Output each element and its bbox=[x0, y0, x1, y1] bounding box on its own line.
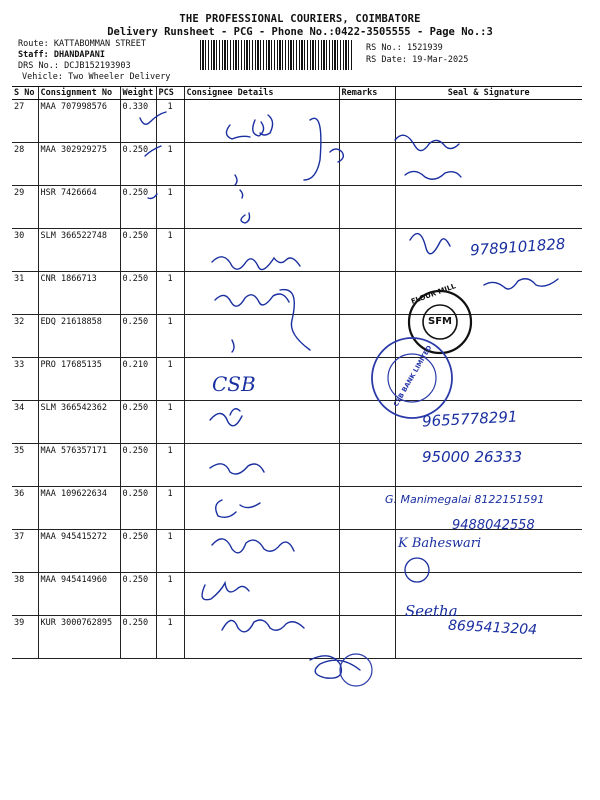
stamp-sfm-logo: SFM bbox=[428, 316, 452, 327]
table-row bbox=[12, 444, 582, 487]
cell-weight: 0.250 bbox=[120, 530, 156, 573]
company-title: THE PROFESSIONAL COURIERS, COIMBATORE bbox=[179, 13, 421, 25]
route-label: Route: bbox=[18, 39, 49, 49]
staff-value: DHANDAPANI bbox=[53, 50, 106, 60]
cell-weight: 0.250 bbox=[120, 143, 156, 186]
cell-pcs: 1 bbox=[156, 530, 184, 573]
cell-consignee-details bbox=[184, 487, 339, 530]
handwritten-csb-2: CSB bbox=[212, 372, 256, 396]
cell-sno: 32 bbox=[12, 315, 38, 358]
cell-consignee-details bbox=[184, 186, 339, 229]
cell-remarks bbox=[339, 186, 395, 229]
cell-seal-signature bbox=[395, 530, 582, 573]
table-row bbox=[12, 229, 582, 272]
route-value: KATTABOMMAN STREET bbox=[53, 39, 146, 49]
cell-consignee-details bbox=[184, 315, 339, 358]
col-remarks: Remarks bbox=[339, 87, 395, 100]
cell-consignment-no: SLM 366522748 bbox=[38, 229, 120, 272]
table-row bbox=[12, 401, 582, 444]
vehicle-label: Vehicle: bbox=[22, 72, 63, 82]
cell-consignment-no: MAA 707998576 bbox=[38, 100, 120, 143]
cell-consignment-no: MAA 945415272 bbox=[38, 530, 120, 573]
cell-consignee-details bbox=[184, 100, 339, 143]
cell-consignment-no: KUR 3000762895 bbox=[38, 616, 120, 659]
cell-consignment-no: MAA 302929275 bbox=[38, 143, 120, 186]
handwritten-phone-2: 9655778291 bbox=[421, 407, 518, 431]
cell-consignee-details bbox=[184, 573, 339, 616]
col-pcs: PCS bbox=[156, 87, 184, 100]
cell-pcs: 1 bbox=[156, 143, 184, 186]
handwritten-name-phone-4: G. Manimegalai 8122151591 bbox=[385, 493, 545, 506]
table-row bbox=[12, 487, 582, 530]
table-row bbox=[12, 100, 582, 143]
cell-weight: 0.210 bbox=[120, 358, 156, 401]
cell-remarks bbox=[339, 616, 395, 659]
cell-consignment-no: MAA 109622634 bbox=[38, 487, 120, 530]
cell-remarks bbox=[339, 315, 395, 358]
cell-pcs: 1 bbox=[156, 186, 184, 229]
cell-consignee-details bbox=[184, 143, 339, 186]
cell-sno: 30 bbox=[12, 229, 38, 272]
runsheet-table bbox=[12, 86, 582, 659]
cell-pcs: 1 bbox=[156, 487, 184, 530]
col-seal: Seal & Signature bbox=[395, 87, 582, 100]
rs-date-value: 19-Mar-2025 bbox=[412, 55, 469, 65]
cell-consignee-details bbox=[184, 272, 339, 315]
cell-pcs: 1 bbox=[156, 272, 184, 315]
cell-seal-signature bbox=[395, 315, 582, 358]
handwritten-name-6: K Baheswari bbox=[398, 536, 482, 551]
table-header-row bbox=[12, 87, 582, 100]
cell-consignment-no: CNR 1866713 bbox=[38, 272, 120, 315]
cell-consignment-no: EDQ 21618858 bbox=[38, 315, 120, 358]
stamp-flour-mill-text: FLOUR MILL bbox=[410, 282, 457, 306]
cell-weight: 0.250 bbox=[120, 229, 156, 272]
cell-pcs: 1 bbox=[156, 401, 184, 444]
cell-sno: 36 bbox=[12, 487, 38, 530]
cell-pcs: 1 bbox=[156, 229, 184, 272]
cell-consignee-details bbox=[184, 358, 339, 401]
cell-remarks bbox=[339, 272, 395, 315]
cell-seal-signature bbox=[395, 186, 582, 229]
cell-consignment-no: PRO 17685135 bbox=[38, 358, 120, 401]
handwritten-phone-1: 9789101828 bbox=[469, 234, 566, 260]
cell-remarks bbox=[339, 143, 395, 186]
cell-seal-signature bbox=[395, 229, 582, 272]
cell-remarks bbox=[339, 358, 395, 401]
rs-no-value: 1521939 bbox=[406, 43, 443, 53]
cell-consignee-details bbox=[184, 530, 339, 573]
cell-seal-signature bbox=[395, 358, 582, 401]
cell-weight: 0.250 bbox=[120, 487, 156, 530]
cell-seal-signature bbox=[395, 143, 582, 186]
table-row bbox=[12, 616, 582, 659]
drs-label: DRS No.: bbox=[18, 61, 59, 71]
cell-consignee-details bbox=[184, 401, 339, 444]
col-consignment: Consignment No bbox=[38, 87, 120, 100]
vehicle-line bbox=[22, 72, 170, 82]
col-weight: Weight bbox=[120, 87, 156, 100]
cell-consignee-details bbox=[184, 444, 339, 487]
cell-remarks bbox=[339, 530, 395, 573]
table-row bbox=[12, 272, 582, 315]
cell-seal-signature bbox=[395, 272, 582, 315]
cell-sno: 28 bbox=[12, 143, 38, 186]
cell-sno: 29 bbox=[12, 186, 38, 229]
rs-no-line bbox=[366, 43, 443, 53]
staff-label: Staff: bbox=[18, 50, 49, 60]
cell-pcs: 1 bbox=[156, 358, 184, 401]
cell-consignment-no: SLM 366542362 bbox=[38, 401, 120, 444]
cell-weight: 0.250 bbox=[120, 315, 156, 358]
cell-sno: 31 bbox=[12, 272, 38, 315]
cell-sno: 37 bbox=[12, 530, 38, 573]
cell-consignment-no: MAA 576357171 bbox=[38, 444, 120, 487]
drs-line bbox=[18, 61, 131, 71]
cell-remarks bbox=[339, 100, 395, 143]
cell-seal-signature bbox=[395, 573, 582, 616]
table-row bbox=[12, 315, 582, 358]
cell-remarks bbox=[339, 229, 395, 272]
cell-seal-signature bbox=[395, 487, 582, 530]
cell-consignment-no: HSR 7426664 bbox=[38, 186, 120, 229]
cell-weight: 0.250 bbox=[120, 272, 156, 315]
cell-sno: 33 bbox=[12, 358, 38, 401]
cell-seal-signature bbox=[395, 616, 582, 659]
table-row bbox=[12, 358, 582, 401]
cell-weight: 0.250 bbox=[120, 186, 156, 229]
cell-consignment-no: MAA 945414960 bbox=[38, 573, 120, 616]
cell-weight: 0.250 bbox=[120, 444, 156, 487]
cell-seal-signature bbox=[395, 401, 582, 444]
cell-pcs: 1 bbox=[156, 573, 184, 616]
col-sno: S No bbox=[12, 87, 38, 100]
table-row bbox=[12, 143, 582, 186]
cell-pcs: 1 bbox=[156, 444, 184, 487]
rs-no-label: RS No.: bbox=[366, 43, 402, 53]
cell-remarks bbox=[339, 573, 395, 616]
table-row bbox=[12, 186, 582, 229]
runsheet-subtitle: Delivery Runsheet - PCG - Phone No.:0422-3505555 - Page No.:3 bbox=[107, 26, 493, 38]
cell-sno: 39 bbox=[12, 616, 38, 659]
cell-pcs: 1 bbox=[156, 100, 184, 143]
table-row bbox=[12, 530, 582, 573]
handwritten-phone-8: 8695413204 bbox=[447, 617, 538, 639]
barcode bbox=[200, 40, 352, 70]
cell-sno: 38 bbox=[12, 573, 38, 616]
cell-consignee-details bbox=[184, 229, 339, 272]
stamp-bank-text: CSB BANK LIMITED bbox=[391, 344, 434, 408]
cell-weight: 0.330 bbox=[120, 100, 156, 143]
staff-line bbox=[18, 50, 105, 60]
cell-remarks bbox=[339, 444, 395, 487]
handwritten-name-7: Seetha bbox=[405, 602, 458, 620]
cell-pcs: 1 bbox=[156, 616, 184, 659]
cell-remarks bbox=[339, 487, 395, 530]
cell-sno: 27 bbox=[12, 100, 38, 143]
rs-date-line bbox=[366, 55, 468, 65]
col-consignee: Consignee Details bbox=[184, 87, 339, 100]
cell-sno: 35 bbox=[12, 444, 38, 487]
cell-weight: 0.250 bbox=[120, 401, 156, 444]
rs-date-label: RS Date: bbox=[366, 55, 407, 65]
cell-weight: 0.250 bbox=[120, 616, 156, 659]
vehicle-value: Two Wheeler Delivery bbox=[68, 72, 171, 82]
handwritten-phone-3: 95000 26333 bbox=[422, 448, 523, 466]
route-line bbox=[18, 39, 146, 49]
cell-seal-signature bbox=[395, 444, 582, 487]
drs-value: DCJB152193903 bbox=[64, 61, 131, 71]
cell-seal-signature bbox=[395, 100, 582, 143]
cell-sno: 34 bbox=[12, 401, 38, 444]
handwritten-phone-5: 9488042558 bbox=[452, 518, 535, 533]
table-row bbox=[12, 573, 582, 616]
cell-remarks bbox=[339, 401, 395, 444]
cell-consignee-details bbox=[184, 616, 339, 659]
cell-weight: 0.250 bbox=[120, 573, 156, 616]
cell-pcs: 1 bbox=[156, 315, 184, 358]
